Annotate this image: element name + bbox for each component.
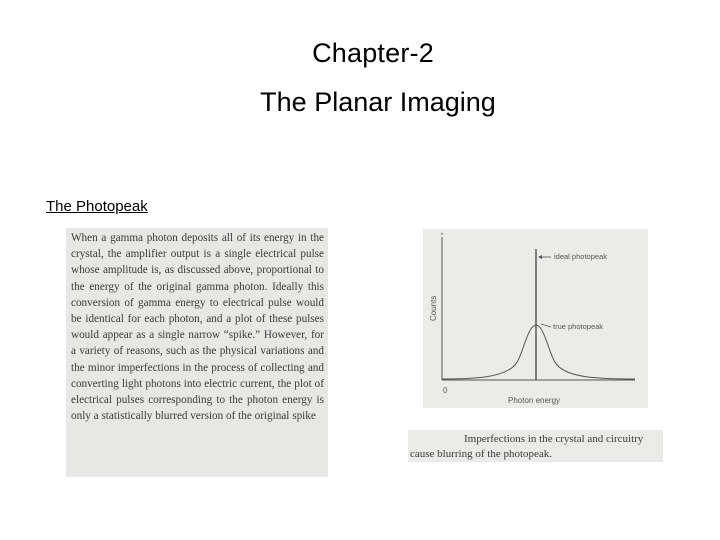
caption-line-2: cause blurring of the photopeak. [410,448,553,460]
y-axis-label: Counts [429,295,438,321]
excerpt-text: When a gamma photon deposits all of its energy in the crystal, the amplifier output is a single electrical pulse whose amplitude is, as discussed above, proportional to the energy of the original gamma photon. Ideally this conversion of gamma energy to electrical pulse would be identical for each photon, and a plot of these pulses would appear as a single narrow “spike.” However, for a variety of reasons, such as the physical variations and the minor imperfections in the process of collecting and converting light photons into electric current, the plot of electrical pulses corresponding to the photon energy is only a statistically blurred version of the original spike [71,232,324,423]
section-heading: The Photopeak [46,198,148,215]
y-axis-arrow: ^ [440,233,444,239]
photopeak-plot [423,229,648,408]
ideal-photopeak-arrowhead [538,255,542,259]
true-photopeak-arrow [541,324,551,327]
slide-subtitle: The Planar Imaging [260,87,496,117]
true-photopeak-label: true photopeak [553,322,604,331]
chapter-title: Chapter-2 [312,38,434,68]
figure-caption [408,430,663,462]
origin-label: 0 [443,386,448,395]
photopeak-figure [423,229,648,408]
x-axis-label: Photon energy [508,396,561,405]
ideal-photopeak-label: ideal photopeak [554,252,607,261]
caption-line-1: Imperfections in the crystal and circuitry [464,433,644,445]
true-photopeak-curve [442,325,635,379]
scanned-text-excerpt [66,228,328,477]
